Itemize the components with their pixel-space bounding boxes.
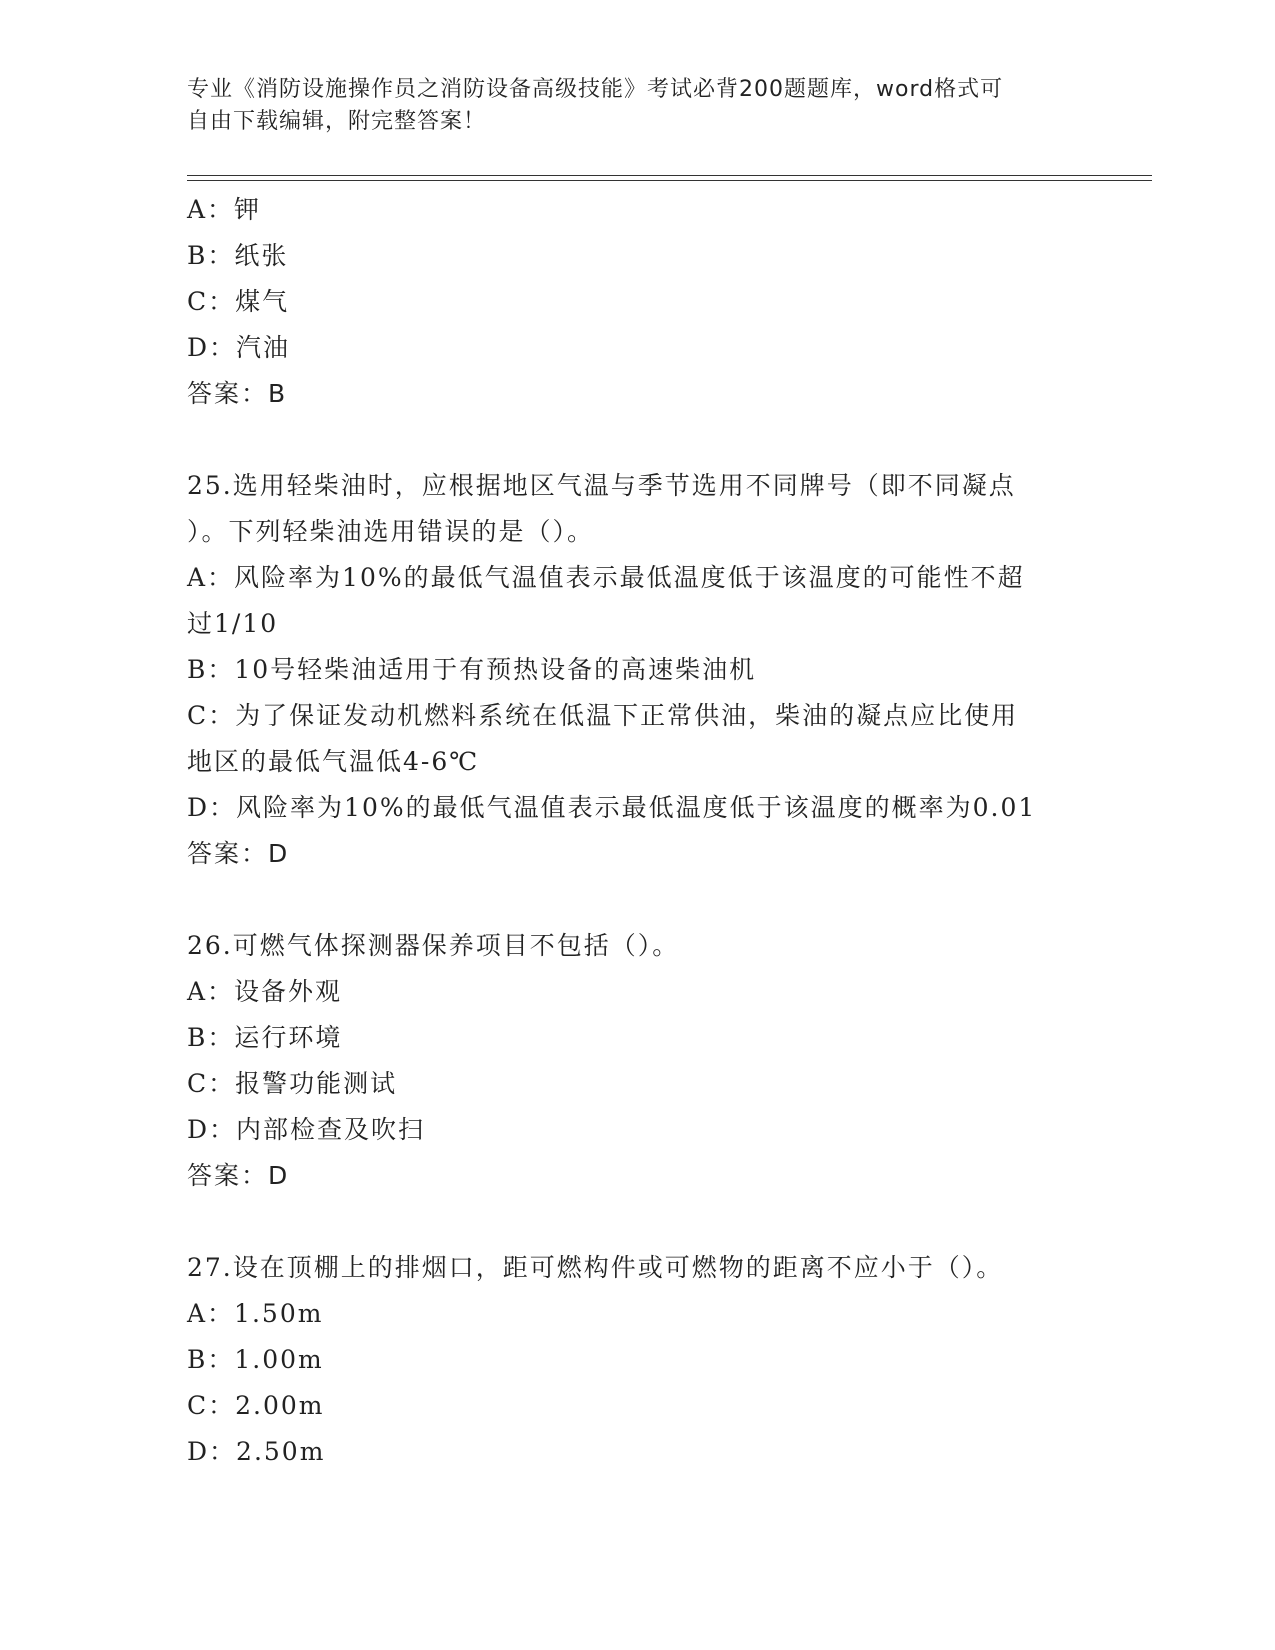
option-a: A：设备外观 — [187, 977, 343, 1006]
answer: 答案：D — [187, 839, 290, 868]
question-content — [187, 187, 1087, 1475]
option-a: A：钾 — [187, 195, 262, 224]
document-header — [187, 74, 1067, 138]
option-b: B：运行环境 — [187, 1023, 343, 1052]
option-b: B：1.00m — [187, 1345, 324, 1374]
question-25 — [187, 463, 1087, 877]
question-27 — [187, 1245, 1087, 1475]
option-d: D：风险率为10%的最低气温值表示最低温度低于该温度的概率为0.01 — [187, 793, 1037, 822]
question-stem-line-2: ）。下列轻柴油选用错误的是（）。 — [187, 517, 595, 546]
question-stem: 26.可燃气体探测器保养项目不包括（）。 — [187, 931, 680, 960]
header-divider-bottom — [187, 180, 1152, 181]
option-d: D：汽油 — [187, 333, 291, 362]
option-b: B：纸张 — [187, 241, 289, 270]
spacer — [187, 1199, 1087, 1245]
question-26 — [187, 923, 1087, 1199]
option-b: B：10号轻柴油适用于有预热设备的高速柴油机 — [187, 655, 757, 684]
header-divider-top — [187, 175, 1152, 176]
option-c: C：煤气 — [187, 287, 290, 316]
option-a-line-2: 过1/10 — [187, 609, 279, 638]
question-stem: 27.设在顶棚上的排烟口，距可燃构件或可燃物的距离不应小于（）。 — [187, 1253, 1004, 1282]
option-c-line-2: 地区的最低气温低4-6℃ — [187, 747, 480, 776]
header-line-2: 自由下载编辑，附完整答案！ — [187, 109, 487, 134]
option-c: C：报警功能测试 — [187, 1069, 398, 1098]
option-d: D：2.50m — [187, 1437, 326, 1466]
spacer — [187, 417, 1087, 463]
option-c-line-1: C：为了保证发动机燃料系统在低温下正常供油，柴油的凝点应比使用 — [187, 701, 1019, 730]
answer: 答案：D — [187, 1161, 290, 1190]
option-a-line-1: A：风险率为10%的最低气温值表示最低温度低于该温度的可能性不超 — [187, 563, 1025, 592]
spacer — [187, 877, 1087, 923]
option-a: A：1.50m — [187, 1299, 324, 1328]
question-24 — [187, 187, 1087, 417]
option-c: C：2.00m — [187, 1391, 325, 1420]
option-d: D：内部检查及吹扫 — [187, 1115, 426, 1144]
answer: 答案：B — [187, 379, 288, 408]
header-line-1: 专业《消防设施操作员之消防设备高级技能》考试必背200题题库，word格式可 — [187, 77, 1004, 102]
question-stem-line-1: 25.选用轻柴油时，应根据地区气温与季节选用不同牌号（即不同凝点 — [187, 471, 1016, 500]
